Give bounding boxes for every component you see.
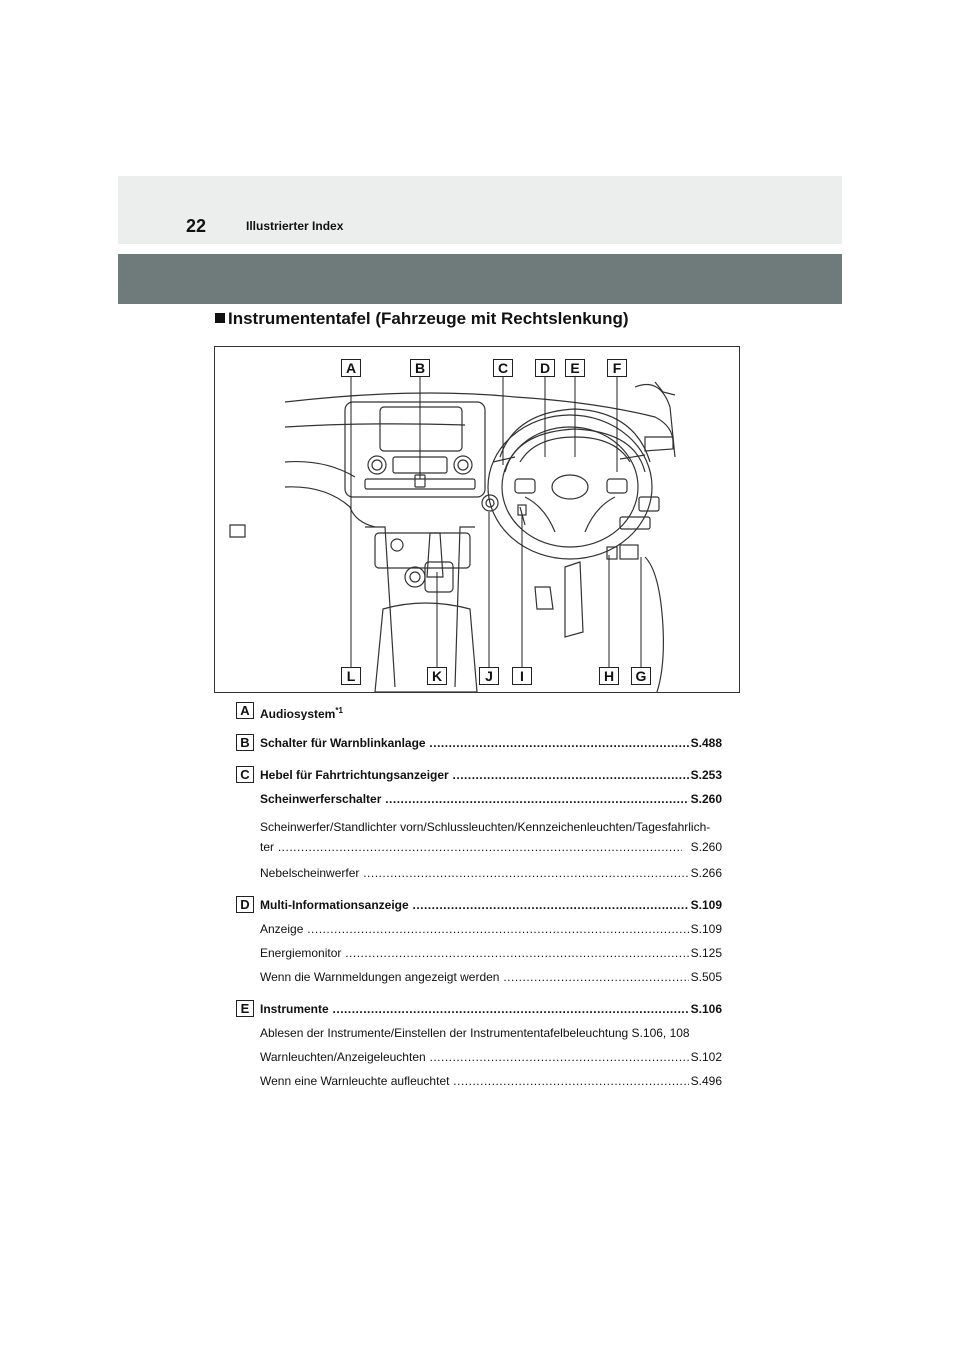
entry-page-ref[interactable]: S.125 (690, 946, 722, 960)
dashboard-illustration (214, 346, 740, 693)
footnote-ref: *1 (335, 706, 343, 715)
entry-page-ref[interactable]: S.496 (690, 1074, 722, 1088)
entry-letter: B (236, 734, 254, 751)
entry-label: Multi-Informationsanzeige ..... (260, 896, 722, 914)
entry-letter: C (236, 766, 254, 783)
callout-k: K (427, 667, 447, 685)
entry-page-ref[interactable]: S.505 (690, 970, 722, 984)
page-header-bar (118, 176, 842, 244)
entry-page-ref[interactable]: S.109 (690, 922, 722, 936)
entry-label: Ablesen der Instrumente/Einstellen der Instrumententafelbeleuchtung S.106, 108 (260, 1026, 690, 1040)
callout-h: H (599, 667, 619, 685)
entry-label: Energiemonitor ..... (260, 944, 722, 962)
entry-label: Wenn eine Warnleuchte aufleuchtet ..... (260, 1072, 722, 1090)
entry-d3[interactable] (236, 942, 722, 966)
entry-page-ref[interactable]: S.106 (690, 1002, 722, 1016)
header-band (118, 254, 842, 304)
entry-letter: E (236, 1000, 254, 1017)
entry-c[interactable] (236, 764, 722, 788)
entry-label: Instrumente ..... (260, 1000, 722, 1018)
entry-label: Warnleuchten/Anzeigeleuchten ..... (260, 1048, 722, 1066)
callout-f: F (607, 359, 627, 377)
entry-label: Scheinwerferschalter ..... (260, 790, 722, 808)
entry-c2[interactable] (236, 788, 722, 812)
entry-c4[interactable] (236, 862, 722, 886)
square-bullet-icon (215, 313, 225, 323)
entry-a (236, 700, 722, 724)
entry-d[interactable] (236, 894, 722, 918)
entry-e2[interactable] (236, 1022, 722, 1046)
callout-i: I (512, 667, 532, 685)
entry-label: Wenn die Warnmeldungen angezeigt werden ..... (260, 968, 722, 986)
entry-label: Nebelscheinwerfer ..... (260, 864, 722, 882)
entry-d2[interactable] (236, 918, 722, 942)
entry-page-ref[interactable]: S.260 (690, 840, 722, 854)
section-title (215, 309, 629, 329)
entry-label: Audiosystem$^{*1}$ (260, 706, 343, 720)
entry-letter: D (236, 896, 254, 913)
callout-a: A (341, 359, 361, 377)
callout-b: B (410, 359, 430, 377)
entry-letter: A (236, 702, 254, 719)
callout-e: E (565, 359, 585, 377)
header-title: Illustrierter Index (246, 219, 344, 233)
entry-label-continued: ter ..... (260, 838, 682, 856)
entry-page-ref[interactable]: S.253 (690, 768, 722, 782)
index-entries (236, 700, 722, 1094)
entry-page-ref[interactable]: S.102 (690, 1050, 722, 1064)
entry-label: Scheinwerfer/Standlichter vorn/Schlussleuchten/Kennzeichenleuchten/Tagesfahrlich- (260, 820, 711, 834)
dashboard-drawing (215, 347, 739, 692)
page-number: 22 (186, 216, 207, 236)
entry-page-ref[interactable]: S.260 (690, 792, 722, 806)
callout-j: J (479, 667, 499, 685)
entry-page-ref[interactable]: S.488 (690, 736, 722, 750)
entry-d4[interactable] (236, 966, 722, 990)
entry-b[interactable] (236, 732, 722, 756)
entry-page-ref[interactable]: S.266 (690, 866, 722, 880)
entry-e4[interactable] (236, 1070, 722, 1094)
section-title-text: Instrumententafel (Fahrzeuge mit Rechtslenkung) (228, 309, 629, 328)
entry-c3[interactable] (236, 816, 722, 858)
entry-e3[interactable] (236, 1046, 722, 1070)
entry-label: Hebel für Fahrtrichtungsanzeiger ..... (260, 766, 722, 784)
callout-d: D (535, 359, 555, 377)
callout-l: L (341, 667, 361, 685)
callout-c: C (493, 359, 513, 377)
entry-label: Schalter für Warnblinkanlage ..... (260, 734, 722, 752)
entry-label: Anzeige ..... (260, 920, 722, 938)
entry-page-ref[interactable]: S.109 (690, 898, 722, 912)
entry-e[interactable] (236, 998, 722, 1022)
callout-g: G (631, 667, 651, 685)
